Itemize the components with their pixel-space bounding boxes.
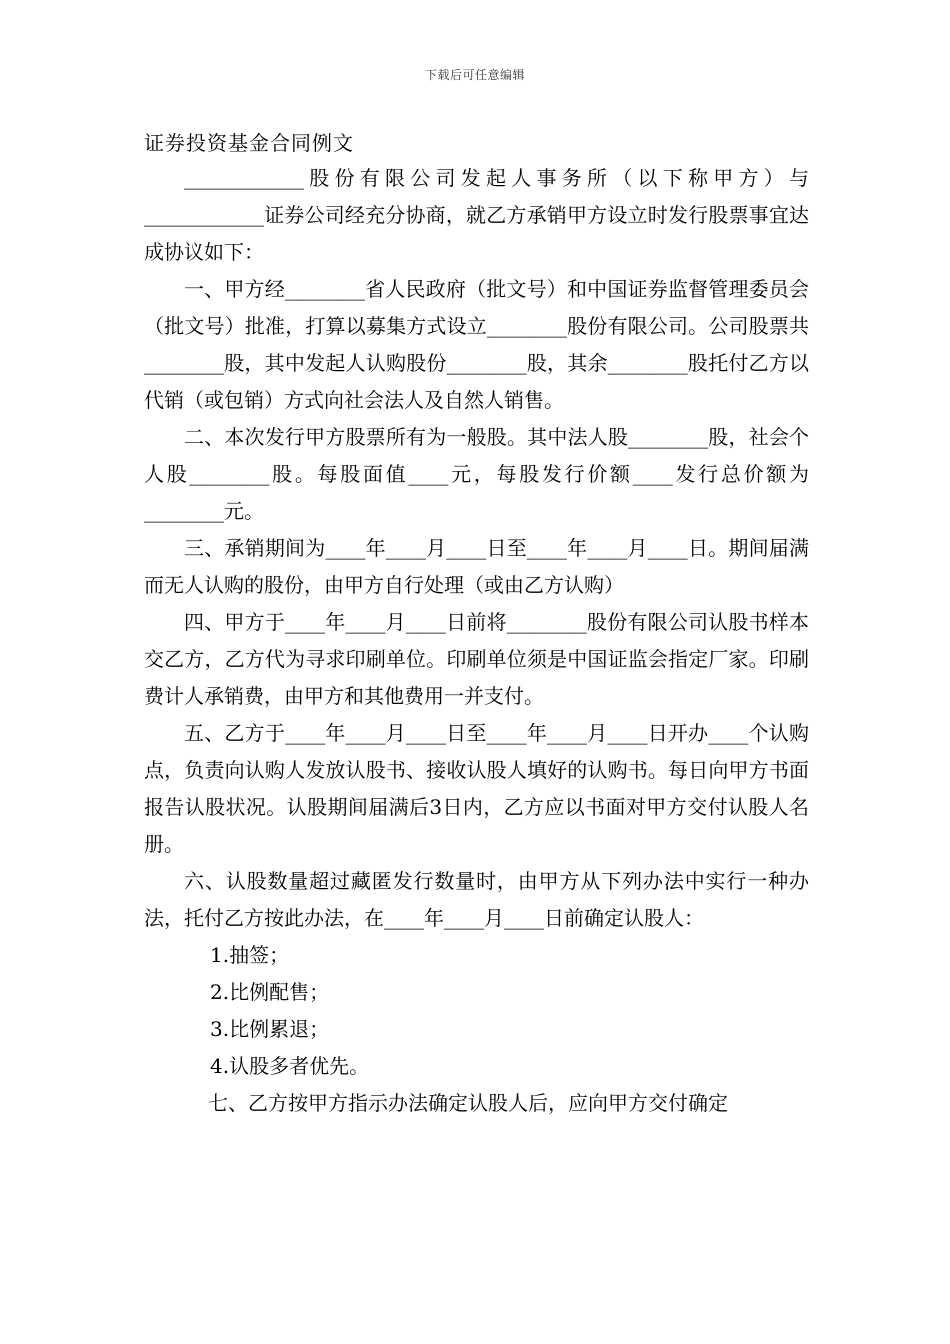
clause-7: 七、乙方按甲方指示办法确定认股人后，应向甲方交付确定: [208, 1091, 728, 1115]
method-item-4: 4.认股多者优先。: [210, 1054, 370, 1078]
clause-6: 六、认股数量超过藏匿发行数量时，由甲方从下列办法中实行一种办法，托付乙方按此办法，在____年____月____日前确定认股人：: [144, 869, 809, 930]
method-item-3: 3.比例累退；: [210, 1017, 330, 1041]
intro-paragraph: ____________股份有限公司发起人事务所（以下称甲方）与____________证券公司经充分协商，就乙方承销甲方设立时发行股票事宜达成协议如下：: [144, 166, 809, 264]
method-item-2: 2.比例配售；: [210, 980, 330, 1004]
clause-3: 三、承销期间为____年____月____日至____年____月____日。期间届满而无人认购的股份，由甲方自行处理（或由乙方认购）: [144, 536, 809, 597]
clause-2: 二、本次发行甲方股票所有为一般股。其中法人股________股，社会个人股________股。每股面值____元，每股发行价额____发行总价额为________元。: [144, 425, 809, 523]
clause-5: 五、乙方于____年____月____日至____年____月____日开办____个认购点，负责向认购人发放认股书、接收认股人填好的认购书。每日向甲方书面报告认股状况。认股期间届满后3日内，乙方应以书面对甲方交付认股人名册。: [144, 721, 809, 856]
clause-1: 一、甲方经________省人民政府（批文号）和中国证券监督管理委员会（批文号）批准，打算以募集方式设立________股份有限公司。公司股票共________股，其中发起人认购股份________股，其余________股托付乙方以代销（或包销）方式向社会法人及自然人销售。: [144, 277, 809, 412]
clause-4: 四、甲方于____年____月____日前将________股份有限公司认股书样本交乙方，乙方代为寻求印刷单位。印刷单位须是中国证监会指定厂家。印刷费计人承销费，由甲方和其他费用一并支付。: [144, 610, 809, 708]
document-title: 证券投资基金合同例文: [144, 131, 354, 155]
method-item-1: 1.抽签；: [210, 943, 290, 967]
page-header-note: 下载后可任意编辑: [424, 68, 525, 82]
document-body: [144, 160, 809, 1122]
